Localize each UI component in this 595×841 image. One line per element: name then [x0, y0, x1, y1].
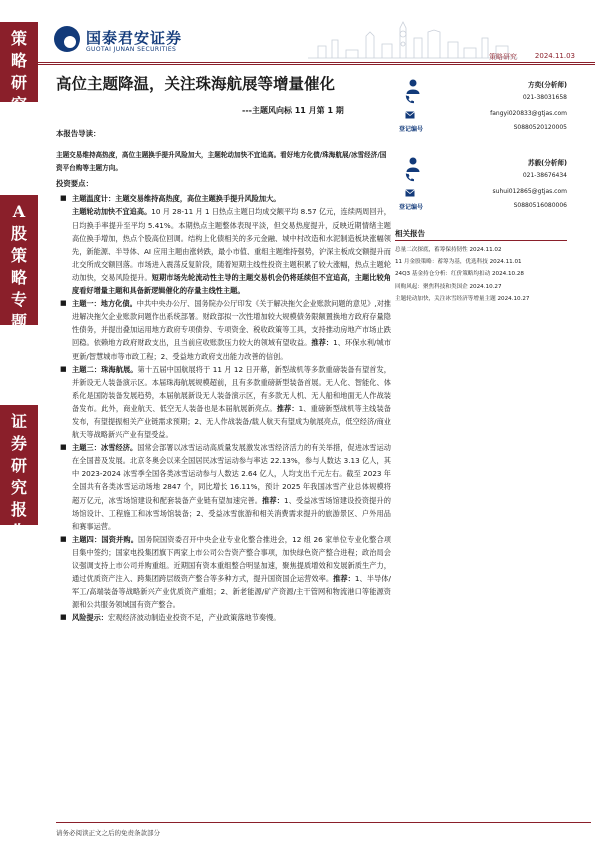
- point-rec-label: 推荐：: [276, 403, 299, 413]
- skyline-decoration-icon: [308, 20, 518, 60]
- strip-char: 策: [10, 29, 27, 48]
- bullet-icon: ■: [60, 534, 67, 543]
- analyst-phone: 021-38031658: [522, 94, 567, 101]
- strip-char: 究: [10, 478, 27, 497]
- analyst-name: 方奕(分析师): [528, 81, 567, 89]
- bullet-icon: ■: [60, 613, 67, 622]
- strip-char: 告: [10, 522, 27, 541]
- left-category-strip: [0, 0, 38, 841]
- bullet-icon: ■: [60, 299, 67, 308]
- related-reports-list: [395, 246, 585, 307]
- analyst-phone: 021-38676434: [522, 172, 567, 179]
- guide-heading: 本报告导读：: [56, 129, 101, 138]
- strip-char: 报: [10, 500, 27, 519]
- analyst-reg-number: S0880520120005: [513, 124, 567, 131]
- strip-char: 研: [10, 73, 27, 92]
- bullet-icon: ■: [60, 194, 67, 203]
- analyst-panel: [395, 73, 567, 229]
- strip-strategy-research: [0, 22, 38, 114]
- mail-icon: [405, 189, 415, 197]
- strip-char: 略: [10, 268, 27, 287]
- analyst-name: 苏毅(分析师): [528, 159, 567, 167]
- related-reports-heading: 相关报告: [395, 229, 425, 238]
- points-heading: 投资要点：: [56, 179, 93, 189]
- main-content: [56, 127, 391, 624]
- point-lead: 主题一：地方化债。: [72, 299, 137, 309]
- company-logo-icon: [54, 26, 80, 52]
- strip-char: 究: [10, 95, 27, 114]
- analyst-reg-number: S0880516080006: [513, 202, 567, 209]
- point-rec-label: 推荐：: [333, 574, 355, 584]
- header-divider-thin: [38, 64, 595, 65]
- disclaimer-note: 请务必阅读正文之后的免责条款部分: [56, 829, 160, 837]
- related-report-link[interactable]: 总量二次探底，蓄筹保持韧性 2024.11.02: [395, 247, 502, 253]
- point-body: 宏观经济波动制造业投资不足，产业政策落地节奏慢。: [107, 613, 281, 623]
- person-icon: [405, 78, 421, 94]
- logo-cn-text: 国泰君安证券: [86, 29, 183, 47]
- point-body: 中共中央办公厅、国务院办公厅印发《关于解决拖欠企业账款问题的意见》,对推进解决拖欠企业账款问题作出系统部署。财政部拟一次性增加较大规模债务限额置换地方政府存量隐性债务，并提出叠加运用地方政府专项债券、专项资金、税收政策等工具，支持推动房地产市场止跌回稳。依赖地方政府财政支出，且当前应收账款压力较大的领域有望收益。: [72, 299, 391, 348]
- analyst-reg-label: 登记编号: [399, 204, 424, 211]
- report-subtitle: ---主题风向标 11 月第 1 期: [242, 106, 344, 115]
- point-lead: 主题三：冰雪经济。: [72, 443, 138, 453]
- point-body: 国务院国资委召开中央企业专业化整合推进会，12 组 26 家单位专业化整合项目集中签约；国家电投集团旗下两家上市公司公告资产整合事项，加快绿色资产整合进程；政治局会议强调支持上市公司并购重组。近期国有资本重组整合明显加速，聚焦提质增效和发展新质生产力，通过优质资产注入、跨集团跨层级资产整合等多种方式，提升国资国企运营效率。: [72, 534, 391, 584]
- analyst-card: [395, 151, 567, 229]
- strip-char: 略: [10, 51, 27, 70]
- report-title: 高位主题降温，关注珠海航展等增量催化: [56, 74, 336, 93]
- point-bold: 主题轮动加快不宜追高。: [72, 207, 152, 217]
- point-body: 10 月 28-11 月 1 日热点主题日均成交额平均 8.57 亿元，连续两周回升，日均换手率提升至平均 5.41%。本期热点主题整体表现平淡，但交易热度提升，反映近期情绪主题高位换手增加，热点个股高位回调。结构上化债相关的多元金融、城中村改造和水泥制造板块涨幅领先，新能源、半导体、AI 应用主题由涨转跌，最小市值、重组主题维持强势，沪深主板成交额提升而北交所成交额回落。市场进入震荡反复阶段，随着短期主线性投资主题积累了较大涨幅，热点主题轮动加快，交易风险提升。: [72, 207, 391, 282]
- analyst-card: [395, 73, 567, 151]
- strip-securities-report: [0, 405, 38, 541]
- logo-en-text: GUOTAI JUNAN SECURITIES: [86, 46, 177, 53]
- point-body: 第十五届中国航展将于 11 月 12 日开幕，新型战机等多款重磅装备有望首发，并新设无人装备演示区。本届珠海航展规模超前，且有多款重磅新型装备首展。无人化、智能化、体系化是国防装备发展趋势，本届航展新设无人装备演示区，有多款无人机、无人船和地面无人作战装备发布。此外，商业航天、低空无人装备也是本届航展新亮点。: [72, 364, 391, 413]
- point-risk-warning: [56, 611, 391, 624]
- phone-icon: [405, 173, 414, 182]
- point-lead: 风险提示：: [72, 613, 108, 623]
- point-rec-label: 推荐：: [311, 338, 334, 348]
- point-lead: 主题温度计：主题交易维持高热度，高位主题换手提升风险加大。: [72, 194, 281, 204]
- person-icon: [405, 156, 421, 172]
- point-theme-thermometer: [56, 192, 391, 297]
- page-header: [38, 18, 595, 66]
- related-report-link[interactable]: 主题轮动加快，关注冰雪经济等增量主题 2024.10.27: [395, 295, 530, 302]
- strip-char: 策: [10, 246, 27, 265]
- related-report-link[interactable]: 24Q3 基金持仓分析：红价策略均扣动 2024.10.28: [395, 271, 524, 278]
- point-rec-body: 1、半导体/军工/高端装备等战略新兴产业优质资产重组；2、新老能源/矿产资源/主干管网和物流港口等能源资源和公共服务领域国有资产整合。: [72, 574, 391, 610]
- strip-char: 专: [10, 290, 27, 309]
- strip-char: 券: [10, 434, 27, 453]
- point-rec-body: 1、受益冰雪场馆建设投资提升的场馆设计、工程施工和冰雪场馆装备；2、受益冰雪旅游和相关消费需求提升的旅游景区、户外用品和赛事运营。: [72, 495, 391, 531]
- strip-char: 题: [10, 312, 27, 331]
- point-ice-snow-economy: [56, 441, 391, 533]
- related-report-link[interactable]: 11 月金股策略：蓄筹为基，优选科技 2024.11.01: [395, 259, 522, 266]
- report-date: 2024.11.03: [534, 52, 575, 60]
- point-zhuhai-airshow: [56, 363, 391, 442]
- bullet-icon: ■: [60, 443, 67, 452]
- header-divider: [38, 62, 595, 63]
- strip-char: 研: [10, 456, 27, 475]
- point-local-debt: [56, 297, 391, 362]
- analyst-email[interactable]: fangyi020833@gtjas.com: [490, 110, 567, 117]
- point-body: 国常会部署以冰雪运动高质量发展激发冰雪经济活力的有关举措，促进冰雪运动在全国普及发展。北京冬奥会以来全国居民冰雪运动参与率达 22.13%，参与人数达 3.13 亿人，其中 2023-2024 冰雪季全国各类冰雪运动参与人数达 2.64 亿人，人均支出千元左右。截至 2023 年全国共有各类冰雪运动场地 2847 个，同比增长 16.11%，预计 2025 年我国冰雪产业总体规模将超万亿元，冰雪场馆建设和配套装备产业链有望加速完善。: [72, 443, 391, 505]
- point-soe-mergers: [56, 533, 391, 612]
- strip-a-share-topic: [0, 195, 38, 331]
- phone-icon: [405, 95, 414, 104]
- related-divider: [395, 240, 567, 241]
- point-lead: 主题二：珠海航展。: [72, 364, 138, 374]
- point-rec-body: 1、重磅新型战机等主线装备发布，有望提振相关产业链需求预期；2、无人作战装备/载人航天有望成为航展亮点，低空经济/商业航天等战略新兴产业有望受益。: [72, 403, 391, 440]
- analyst-reg-label: 登记编号: [399, 126, 424, 133]
- strip-char: 股: [10, 224, 27, 243]
- strip-char: A: [12, 202, 26, 221]
- guide-text: 主题交易维持高热度，高位主题换手提升风险加大，主题轮动加快不宜追高。看好地方化债/珠海航展/冰雪经济/国资平台购等主题方向。: [56, 151, 387, 172]
- point-lead: 主题四：国资并购。: [72, 534, 139, 544]
- point-rec-label: 推荐：: [262, 495, 285, 505]
- analyst-email[interactable]: suhui012865@gtjas.com: [492, 188, 567, 195]
- point-tail: 短期市场先轮流动性主导的主题交易机会仍将延续但不宜追高，主题比较角度看好增量主题和具备新逻辑催化的存量主线性主题。: [72, 272, 391, 296]
- bullet-icon: ■: [60, 364, 67, 373]
- mail-icon: [405, 111, 415, 119]
- footer-divider: [56, 822, 591, 823]
- point-rec-body: 1、环保水利/城市更新/智慧城市等市政工程；2、受益地方政府支出能力改善的信创。: [72, 338, 391, 361]
- strip-char: 证: [10, 412, 27, 431]
- report-type-label: 策略研究: [489, 53, 517, 61]
- related-report-link[interactable]: 回购风起：聚焦科技和类国企 2024.10.27: [395, 283, 502, 290]
